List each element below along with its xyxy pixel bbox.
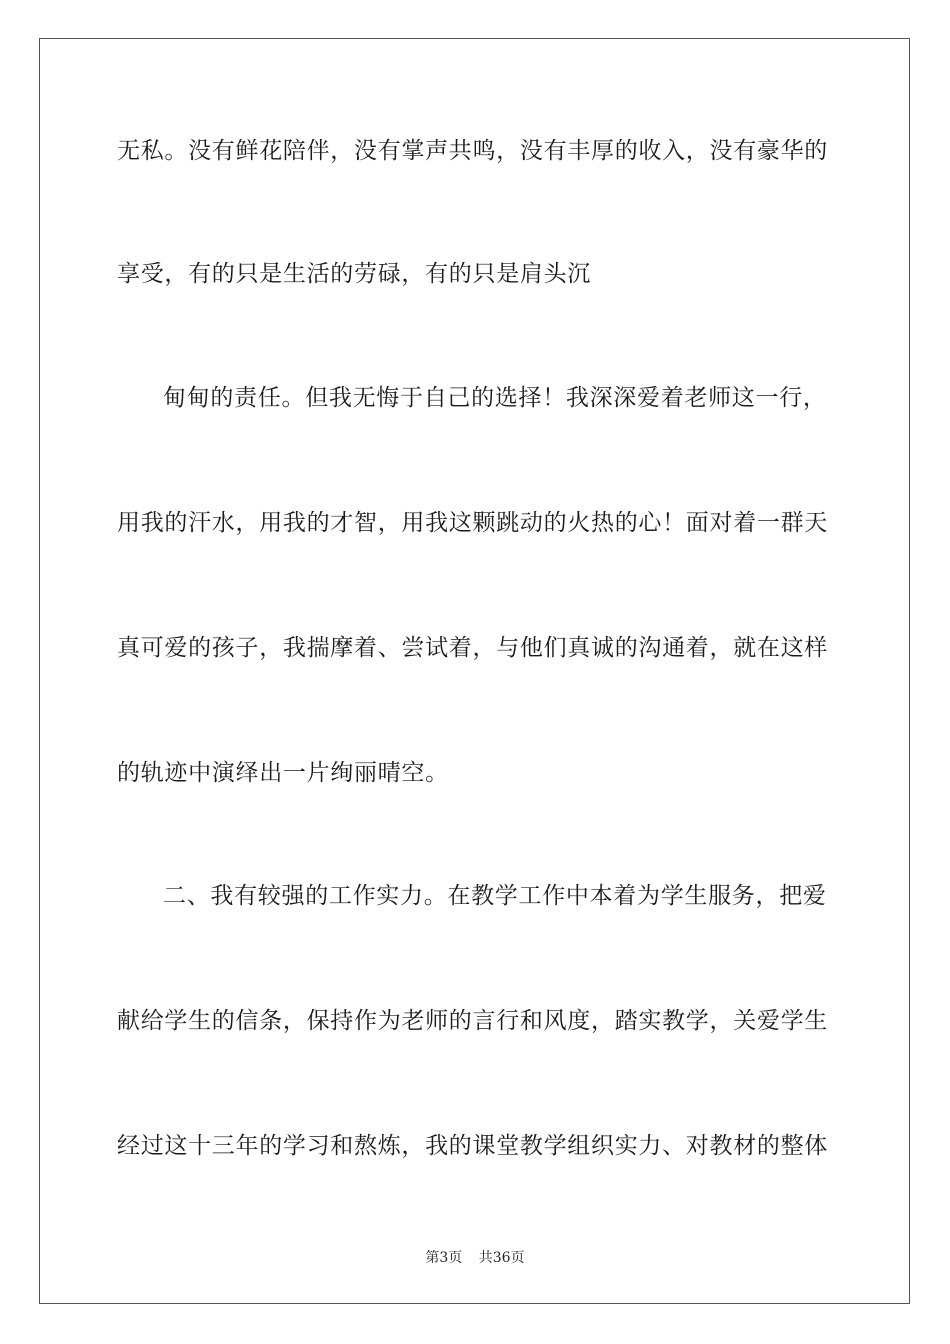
text-line-8: 献给学生的信条，保持作为老师的言行和风度，踏实教学，关爱学生 — [117, 1008, 828, 1034]
page-number: 第3页 — [425, 1250, 463, 1266]
text-line-1: 无私。没有鲜花陪伴，没有掌声共鸣，没有丰厚的收入，没有豪华的 — [117, 138, 828, 164]
text-line-3: 甸甸的责任。但我无悔于自己的选择！我深深爱着老师这一行， — [163, 385, 827, 411]
text-line-2: 享受，有的只是生活的劳碌，有的只是肩头沉 — [117, 261, 591, 287]
text-line-9: 经过这十三年的学习和熬炼，我的课堂教学组织实力、对教材的整体 — [117, 1133, 828, 1159]
page-total: 共36页 — [478, 1250, 525, 1266]
text-line-6: 的轨迹中演绎出一片绚丽晴空。 — [117, 760, 449, 786]
text-line-5: 真可爱的孩子，我揣摩着、尝试着，与他们真诚的沟通着，就在这样 — [117, 635, 828, 661]
page-footer — [0, 1247, 950, 1267]
text-line-4: 用我的汗水，用我的才智，用我这颗跳动的火热的心！面对着一群天 — [117, 510, 828, 536]
page-border — [39, 38, 910, 1304]
text-line-7: 二、我有较强的工作实力。在教学工作中本着为学生服务，把爱 — [163, 883, 827, 909]
